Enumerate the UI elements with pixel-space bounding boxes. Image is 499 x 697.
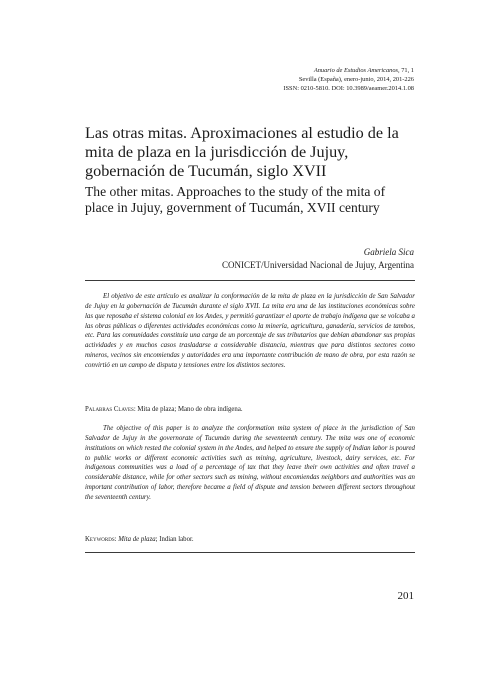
abstract-spanish: El objetivo de este artículo es analizar la conformación de la mita de plaza en la jurisdicción de San Salvador de Jujuy en la gobernación de Tucumán durante el siglo XVII. La mita era una de las instituciones económicas sobre las que reposaba el sistema colonial en los Andes, y permitió garantizar el aporte de trabajo indígena que se volcaba a las obras públicas o diferentes actividades económicas como la minería, agricultura, ganadería, servicios de tambos, etc. Para las comunidades constituía una carga de un porcentaje de sus tributarios que debían abandonar sus propias actividades y en muchos casos trasladarse a considerable distancia, mientras que para distintos sectores como mineros, vecinos sin encomiendas y autoridades era una importante contribución de mano de obra, por esta razón se convirtió en un campo de disputa y tensiones entre los distintos sectores. [85,293,415,369]
title-english: The other mitas. Approaches to the study of the mita of place in Jujuy, government of Tucumán, XVII century [85,184,386,215]
author-name: Gabriela Sica [363,247,414,257]
journal-header [283,66,414,93]
keywords-english [85,535,415,544]
journal-volume: , 71, 1 [398,67,414,74]
keywords-spanish [85,405,415,414]
journal-issn-doi: ISSN: 0210-5810. DOI: 10.3989/aeamer.2014.1.08 [283,85,414,92]
journal-name: Anuario de Estudios Americanos [313,67,399,74]
page-number: 201 [397,590,414,602]
author-block [222,246,414,272]
keywords-english-value-italic: Mita de plaza [118,536,156,543]
top-divider [85,280,415,281]
keywords-english-label: Keywords: [85,536,117,543]
keywords-english-value: ; Indian labor. [155,536,194,543]
author-affiliation: CONICET/Universidad Nacional de Jujuy, Argentina [222,260,414,270]
journal-citation-line [283,66,414,75]
title-spanish: Las otras mitas. Aproximaciones al estudio de la mita de plaza en la jurisdicción de Jujuy, gobernación de Tucumán, siglo XVII [85,124,399,180]
keywords-spanish-label: Palabras Claves: [85,406,136,413]
bottom-divider [85,552,415,553]
journal-place-date: Sevilla (España), enero-junio, 2014, 201-226 [298,76,414,83]
keywords-spanish-value: Mita de plaza; Mano de obra indígena. [137,406,243,413]
abstract-english: The objective of this paper is to analyze the conformation mita system of place in the jurisdiction of San Salvador de Jujuy in the governorate of Tucumán during the seventeenth century. The mita was one of economic institutions on which rested the colonial system in the Andes, and helped to ensure the supply of Indian labor is poured to public works or different economic activities such as mining, agriculture, livestock, dairy services, etc. For indigenous communities was a load of a percentage of tax that they leave their own activities and often travel a considerable distance, while for other sectors such as mining, without encomiendas neighbors and authorities was an important contribution of labor, therefore became a field of dispute and tension between different sectors throughout the seventeenth century. [85,425,415,501]
